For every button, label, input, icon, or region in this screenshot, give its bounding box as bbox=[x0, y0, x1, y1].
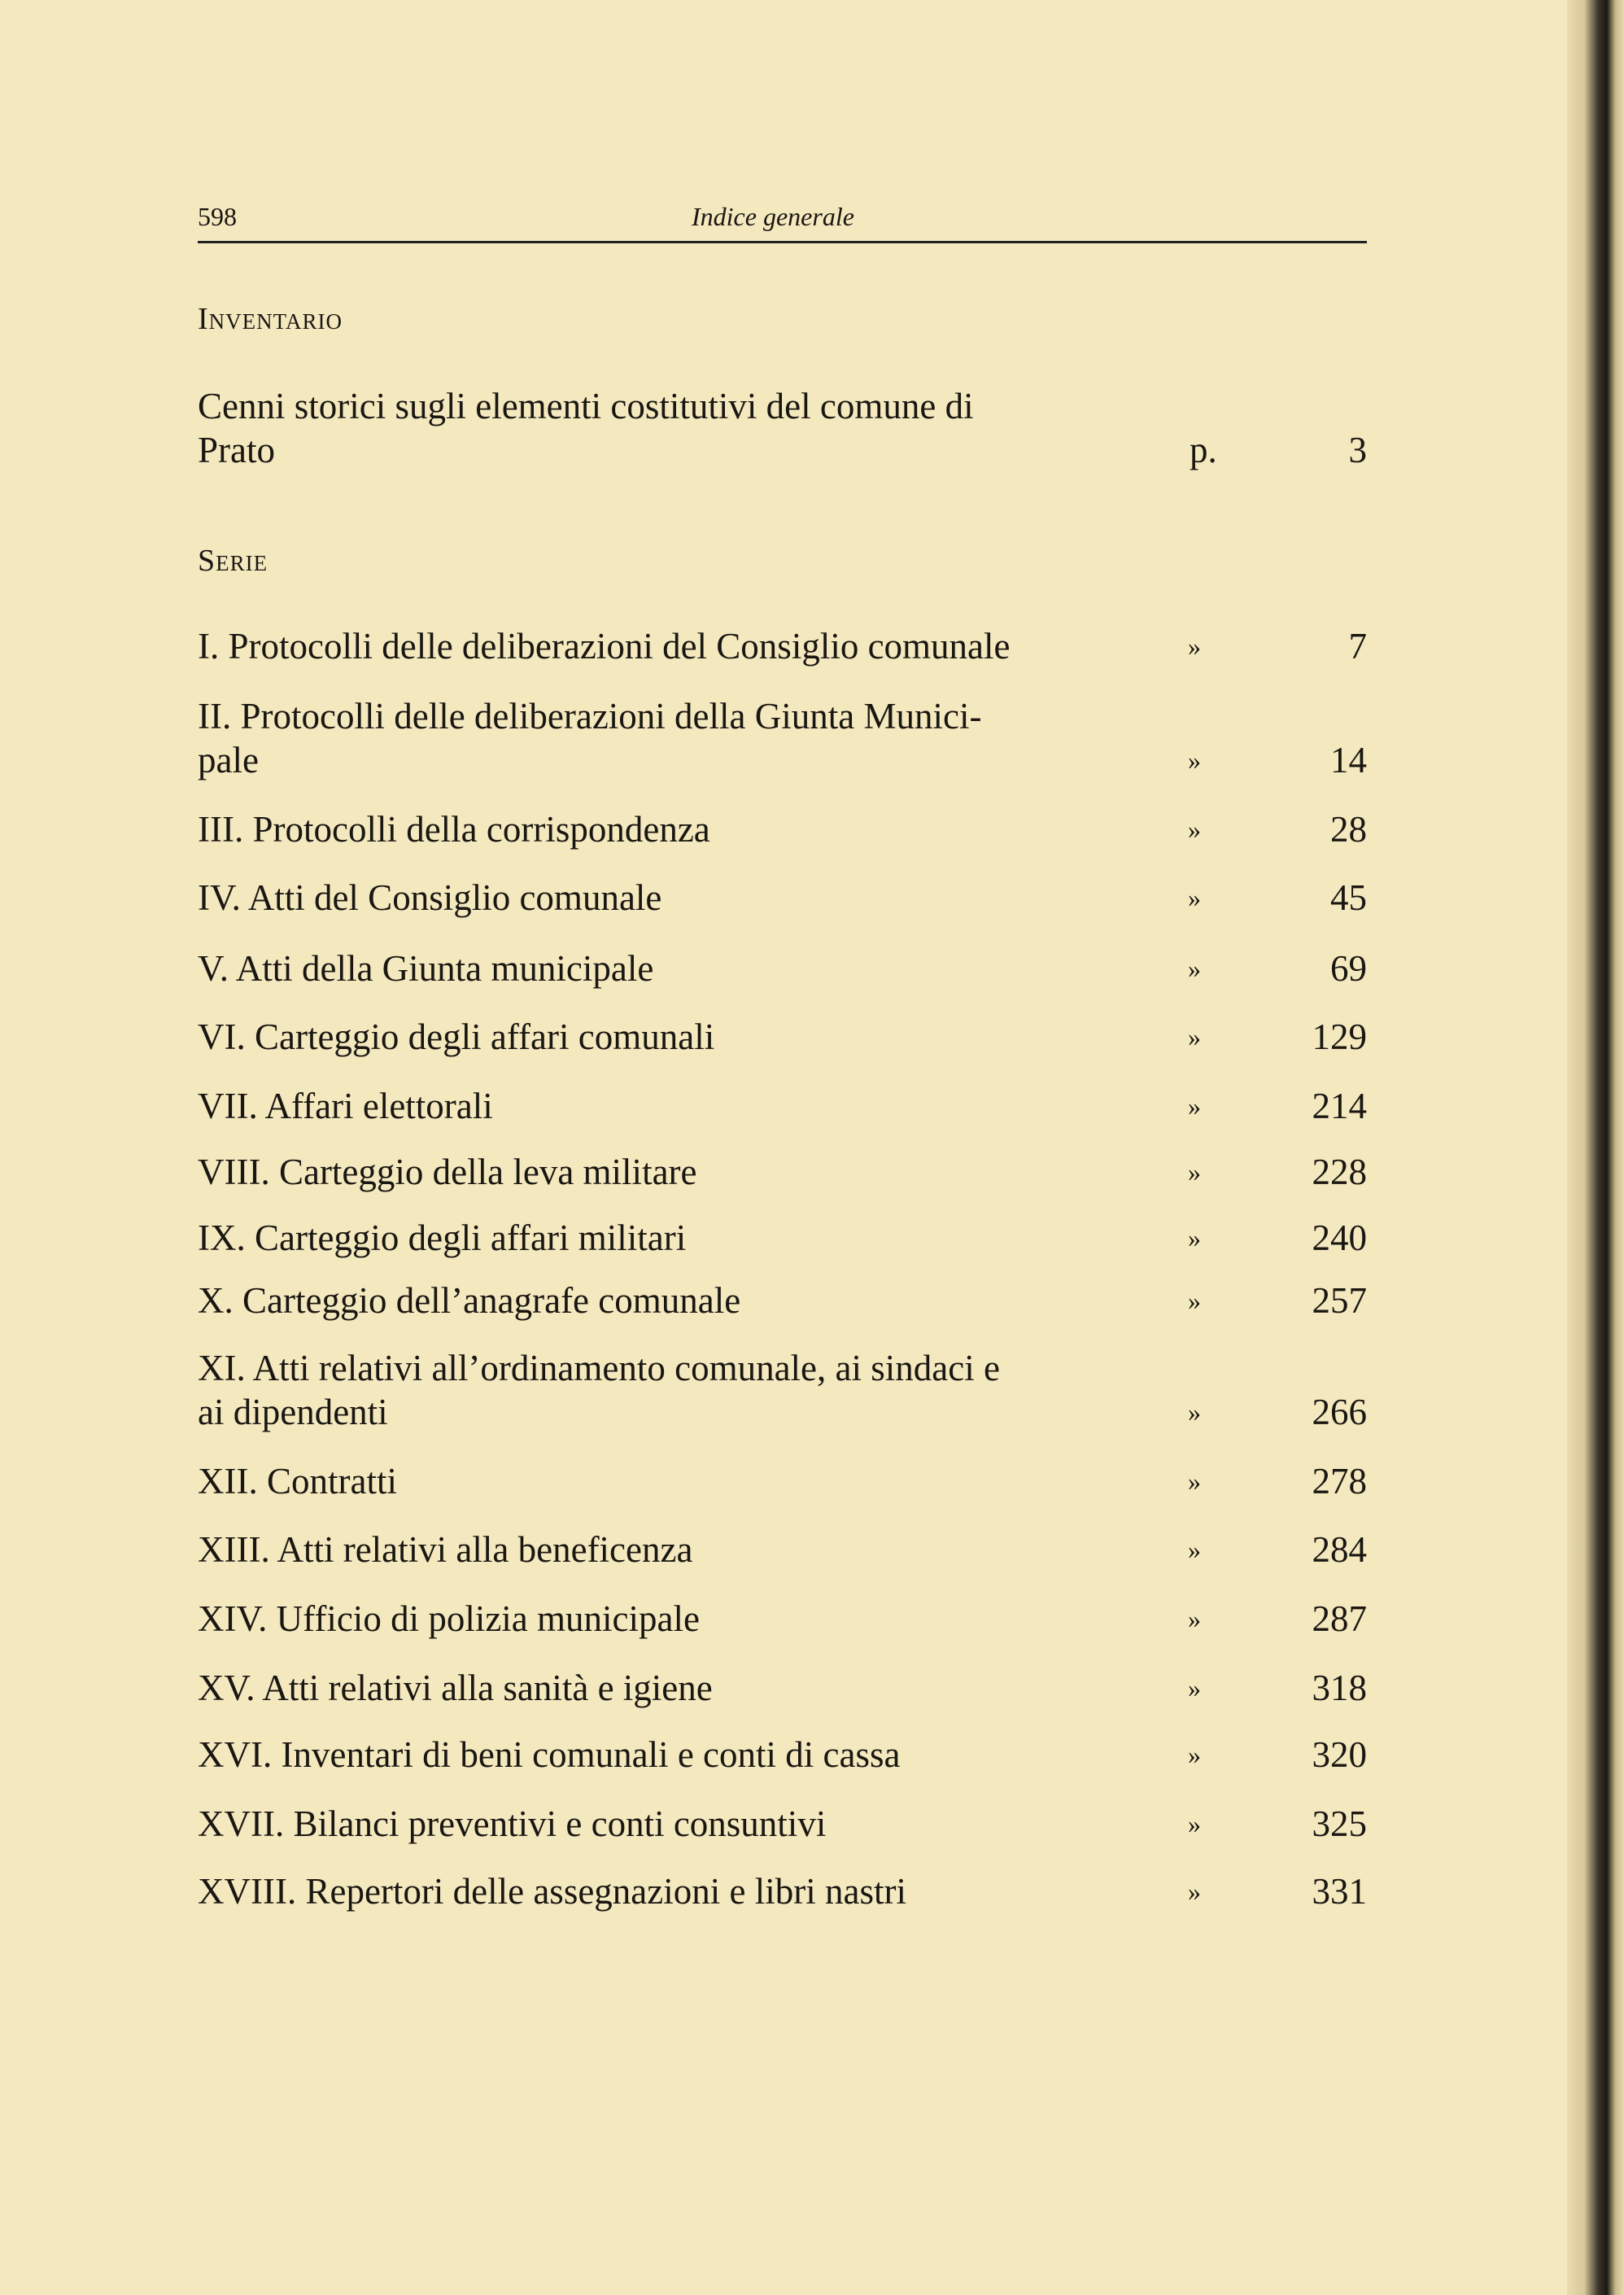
toc-page-number: 287 bbox=[1312, 1598, 1367, 1639]
ditto-mark: » bbox=[1188, 745, 1201, 775]
ditto-mark: » bbox=[1188, 1467, 1201, 1496]
toc-entry-title: XV. Atti relativi alla sanità e igiene bbox=[198, 1668, 713, 1708]
toc-entry-title: XII. Contratti bbox=[198, 1461, 397, 1502]
ditto-mark: » bbox=[1188, 1877, 1201, 1906]
toc-entry-title: IX. Carteggio degli affari militari bbox=[198, 1217, 687, 1258]
ditto-mark: » bbox=[1188, 1809, 1201, 1838]
ditto-mark: » bbox=[1188, 1286, 1201, 1315]
ditto-mark: » bbox=[1188, 1022, 1201, 1051]
page-ref-label: p. bbox=[1190, 430, 1217, 470]
ditto-mark: » bbox=[1188, 632, 1201, 661]
toc-page-number: 257 bbox=[1312, 1280, 1367, 1321]
toc-entry-title: XVIII. Repertori delle assegnazioni e libri nastri bbox=[198, 1871, 906, 1912]
header-rule bbox=[198, 241, 1367, 243]
toc-page-number: 228 bbox=[1312, 1152, 1367, 1192]
toc-entry-title: X. Carteggio dell’anagrafe comunale bbox=[198, 1280, 741, 1321]
ditto-mark: » bbox=[1188, 954, 1201, 983]
toc-entry-title: XIV. Ufficio di polizia municipale bbox=[198, 1598, 700, 1639]
ditto-mark: » bbox=[1188, 883, 1201, 912]
ditto-mark: » bbox=[1188, 1223, 1201, 1252]
toc-page-number: 129 bbox=[1312, 1016, 1367, 1057]
toc-page-number: 240 bbox=[1312, 1217, 1367, 1258]
toc-entry-title: XVII. Bilanci preventivi e conti consuntivi bbox=[198, 1803, 827, 1844]
toc-page-number: 45 bbox=[1330, 877, 1367, 918]
ditto-mark: » bbox=[1188, 1091, 1201, 1121]
toc-page-number: 214 bbox=[1312, 1086, 1367, 1126]
toc-page-number: 331 bbox=[1312, 1871, 1367, 1912]
toc-entry-title: XI. Atti relativi all’ordinamento comunale, ai sindaci e bbox=[198, 1348, 1000, 1388]
toc-entry-line: Prato bbox=[198, 430, 275, 470]
ditto-mark: » bbox=[1188, 1535, 1201, 1564]
ditto-mark: » bbox=[1188, 1673, 1201, 1703]
toc-entry-title: V. Atti della Giunta municipale bbox=[198, 948, 654, 989]
toc-page-number: 320 bbox=[1312, 1734, 1367, 1775]
toc-entry-title: III. Protocolli della corrispondenza bbox=[198, 809, 710, 850]
toc-entry-title: II. Protocolli delle deliberazioni della Giunta Munici- bbox=[198, 696, 982, 737]
toc-entry-title: VIII. Carteggio della leva militare bbox=[198, 1152, 697, 1192]
toc-page-number: 28 bbox=[1330, 809, 1367, 850]
toc-page-number: 318 bbox=[1312, 1668, 1367, 1708]
toc-page-number: 69 bbox=[1330, 948, 1367, 989]
ditto-mark: » bbox=[1188, 815, 1201, 844]
toc-entry-title: IV. Atti del Consiglio comunale bbox=[198, 877, 662, 918]
toc-entry-title-continued: ai dipendenti bbox=[198, 1392, 388, 1432]
toc-page-number: 278 bbox=[1312, 1461, 1367, 1502]
ditto-mark: » bbox=[1188, 1157, 1201, 1187]
ditto-mark: » bbox=[1188, 1397, 1201, 1427]
page-number: 598 bbox=[198, 202, 237, 231]
section-heading-serie: Serie bbox=[198, 544, 268, 578]
toc-entry-title: I. Protocolli delle deliberazioni del Consiglio comunale bbox=[198, 626, 1011, 667]
toc-page-number: 266 bbox=[1312, 1392, 1367, 1432]
toc-page-number: 325 bbox=[1312, 1803, 1367, 1844]
toc-entry-title: VI. Carteggio degli affari comunali bbox=[198, 1016, 715, 1057]
toc-page-number: 7 bbox=[1348, 626, 1367, 667]
toc-entry-line: Cenni storici sugli elementi costitutivi del comune di bbox=[198, 386, 974, 426]
toc-page-number: 14 bbox=[1330, 740, 1367, 780]
toc-entry-title: XIII. Atti relativi alla beneficenza bbox=[198, 1529, 693, 1570]
running-title: Indice generale bbox=[692, 202, 854, 231]
toc-entry-title: VII. Affari elettorali bbox=[198, 1086, 493, 1126]
section-heading-inventario: Inventario bbox=[198, 302, 343, 336]
ditto-mark: » bbox=[1188, 1740, 1201, 1769]
toc-entry-title-continued: pale bbox=[198, 740, 259, 780]
ditto-mark: » bbox=[1188, 1604, 1201, 1633]
toc-page-number: 284 bbox=[1312, 1529, 1367, 1570]
toc-entry-title: XVI. Inventari di beni comunali e conti di cassa bbox=[198, 1734, 901, 1775]
book-binding-edge bbox=[1567, 0, 1624, 2295]
toc-page-number: 3 bbox=[1348, 430, 1367, 470]
